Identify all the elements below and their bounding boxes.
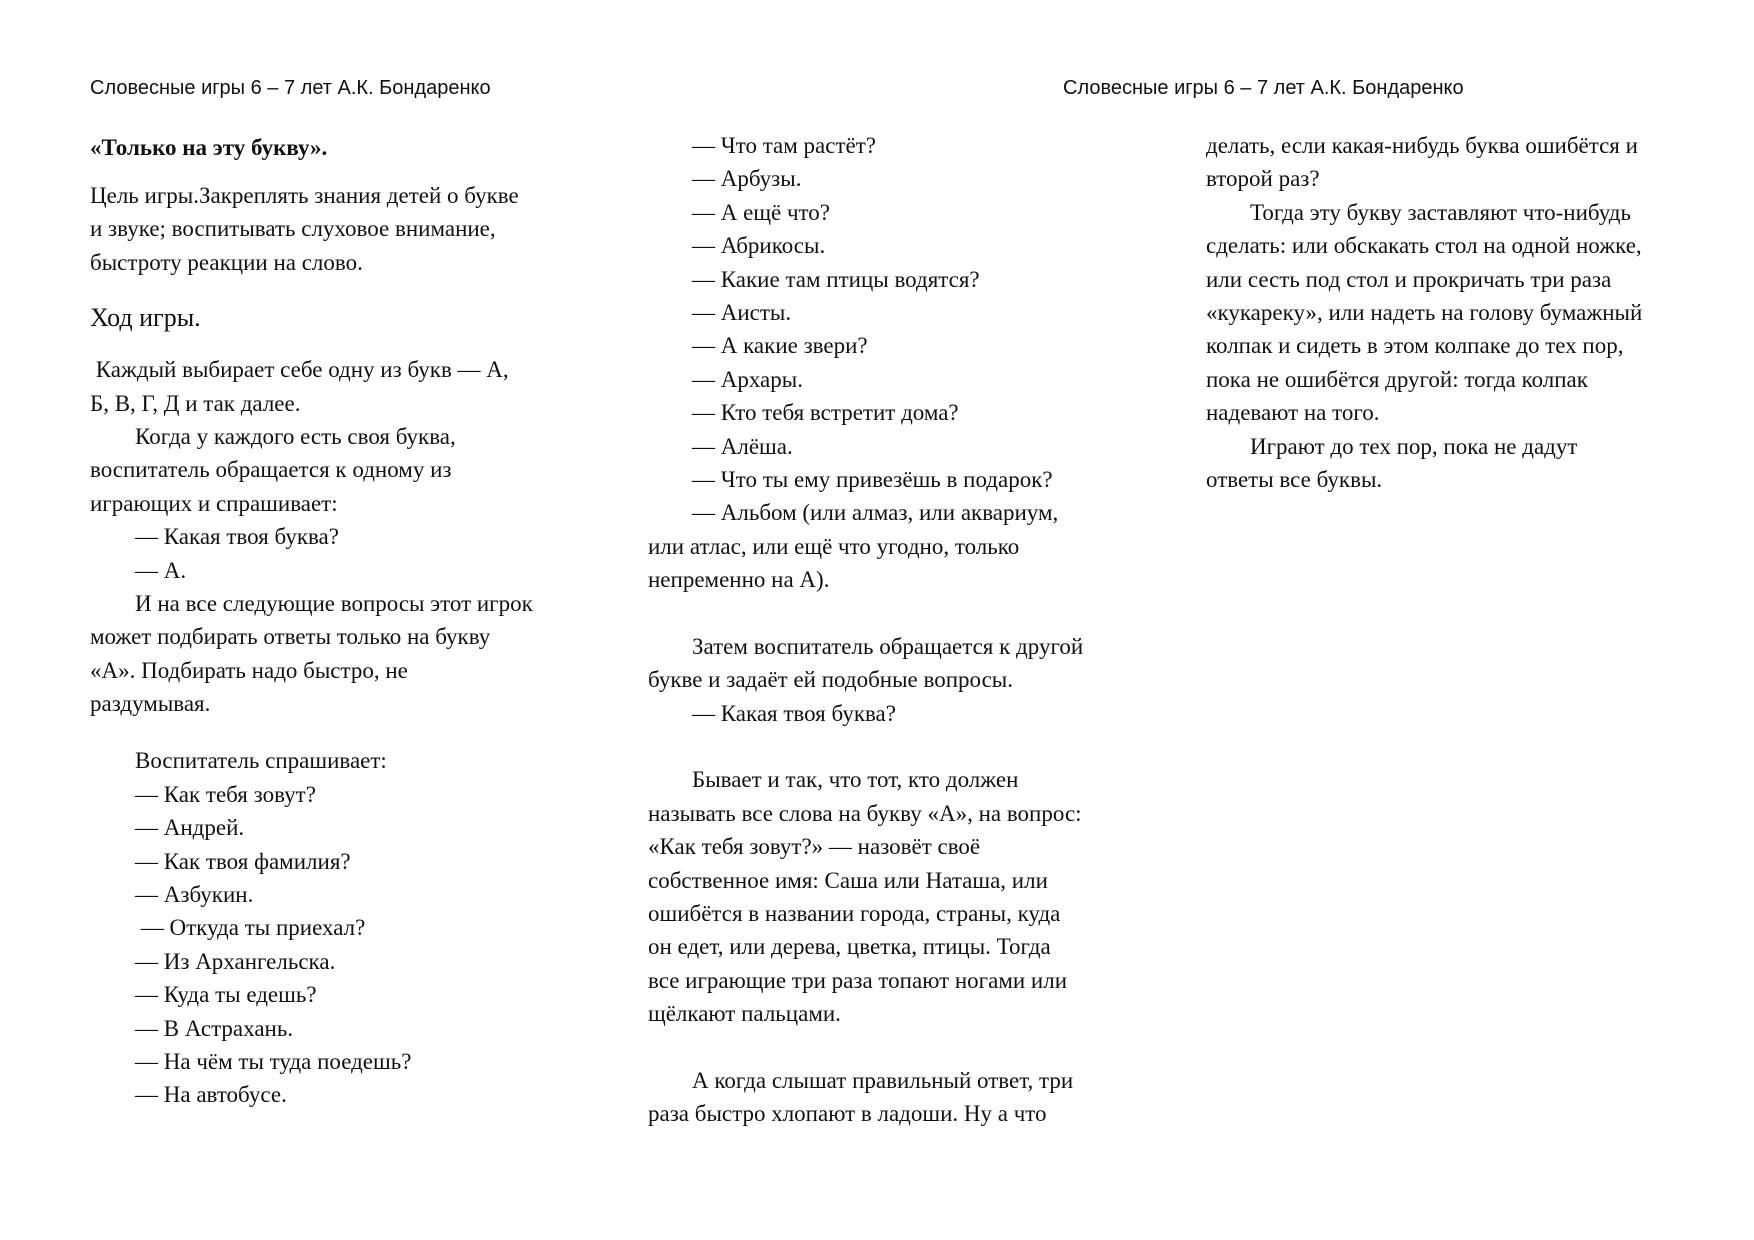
dialogue-line: Воспитатель спрашивает: bbox=[135, 748, 387, 774]
text-line: раза быстро хлопают в ладоши. Ну а что bbox=[648, 1101, 1047, 1127]
dialogue-line: — Из Архангельска. bbox=[135, 948, 336, 974]
text-line: — Алёша. bbox=[692, 433, 793, 459]
text-line: — Что там растёт? bbox=[692, 133, 876, 158]
text-line: — Какая твоя буква? bbox=[135, 524, 339, 550]
goal-line: Цель игры.Закреплять знания детей о букве bbox=[90, 183, 519, 208]
text-line: Бывает и так, что тот, кто должен bbox=[692, 767, 1019, 793]
text-line: Затем воспитатель обращается к другой bbox=[692, 633, 1084, 659]
game-title: «Только на эту букву». bbox=[90, 135, 328, 160]
dialogue-line: — Как тебя зовут? bbox=[135, 781, 316, 807]
section-heading: Ход игры. bbox=[90, 303, 201, 333]
text-line: он едет, или дерева, цветка, птицы. Тогда bbox=[648, 934, 1051, 960]
text-line: ошибётся в названии города, страны, куда bbox=[648, 900, 1061, 926]
text-line: все играющие три раза топают ногами или bbox=[648, 967, 1068, 993]
text-line: делать, если какая-нибудь буква ошибётся и bbox=[1206, 133, 1638, 158]
text-line: — А какие звери? bbox=[692, 333, 868, 359]
text-line: А когда слышат правильный ответ, три bbox=[692, 1067, 1074, 1093]
text-line: — Кто тебя встретит дома? bbox=[692, 400, 959, 426]
text-line: Играют до тех пор, пока не дадут bbox=[1250, 433, 1578, 459]
text-line: — Абрикосы. bbox=[692, 233, 826, 259]
text-line: — Что ты ему привезёшь в подарок? bbox=[692, 466, 1053, 492]
page-header-left: Словесные игры 6 – 7 лет А.К. Бондаренко bbox=[90, 77, 491, 99]
dialogue-line: — Азбукин. bbox=[135, 882, 254, 908]
text-column-1 bbox=[90, 131, 533, 1112]
text-line: непременно на А). bbox=[648, 567, 830, 593]
text-line: букве и задаёт ей подобные вопросы. bbox=[648, 667, 1013, 693]
dialogue-line: — Андрей. bbox=[135, 815, 245, 841]
text-column-3 bbox=[1206, 129, 1642, 496]
text-line: — Альбом (или алмаз, или аквариум, bbox=[692, 500, 1059, 526]
page-header-right: Словесные игры 6 – 7 лет А.К. Бондаренко bbox=[1063, 77, 1464, 99]
text-line: играющих и спрашивает: bbox=[90, 490, 338, 516]
text-line: щёлкают пальцами. bbox=[648, 1001, 841, 1027]
text-line: Когда у каждого есть своя буква, bbox=[135, 423, 456, 449]
text-line: пока не ошибётся другой: тогда колпак bbox=[1206, 366, 1588, 392]
text-line: воспитатель обращается к одному из bbox=[90, 457, 452, 483]
goal-line: быстроту реакции на слово. bbox=[90, 249, 363, 275]
goal-line: и звуке; воспитывать слуховое внимание, bbox=[90, 216, 496, 242]
text-line: сделать: или обскакать стол на одной ножке, bbox=[1206, 233, 1642, 259]
text-line: называть все слова на букву «А», на вопрос: bbox=[648, 800, 1082, 826]
text-line: «кукареку», или надеть на голову бумажный bbox=[1206, 299, 1643, 325]
text-line: или атлас, или ещё что угодно, только bbox=[648, 533, 1020, 559]
text-line: может подбирать ответы только на букву bbox=[90, 624, 491, 650]
text-line: Б, В, Г, Д и так далее. bbox=[90, 390, 301, 416]
text-line: — Архары. bbox=[692, 366, 803, 392]
dialogue-line: — Как твоя фамилия? bbox=[135, 848, 351, 874]
text-line: — Арбузы. bbox=[692, 166, 802, 192]
text-line: И на все следующие вопросы этот игрок bbox=[135, 590, 533, 616]
text-line: Каждый выбирает себе одну из букв — А, bbox=[90, 357, 509, 383]
text-line: — Аисты. bbox=[692, 299, 792, 325]
dialogue-line: — На чём ты туда поедешь? bbox=[135, 1048, 412, 1074]
text-line: — Какие там птицы водятся? bbox=[692, 266, 980, 292]
text-line: — Какая твоя буква? bbox=[692, 700, 896, 726]
text-column-2 bbox=[648, 129, 1083, 1131]
text-line: «Как тебя зовут?» — назовёт своё bbox=[648, 834, 981, 860]
text-line: собственное имя: Саша или Наташа, или bbox=[648, 867, 1048, 893]
dialogue-line: — Куда ты едешь? bbox=[135, 982, 317, 1008]
text-line: или сесть под стол и прокричать три раза bbox=[1206, 266, 1612, 292]
text-line: Тогда эту букву заставляют что-нибудь bbox=[1250, 199, 1631, 225]
dialogue-line: — На автобусе. bbox=[135, 1082, 287, 1108]
text-line: «А». Подбирать надо быстро, не bbox=[90, 657, 408, 683]
text-line: надевают на того. bbox=[1206, 400, 1380, 426]
text-line: раздумывая. bbox=[90, 691, 211, 717]
text-line: колпак и сидеть в этом колпаке до тех пор, bbox=[1206, 333, 1624, 359]
text-line: — А. bbox=[135, 557, 187, 583]
text-line: ответы все буквы. bbox=[1206, 466, 1383, 492]
dialogue-line: — Откуда ты приехал? bbox=[135, 915, 366, 941]
dialogue-line: — В Астрахань. bbox=[135, 1015, 294, 1041]
text-line: — А ещё что? bbox=[692, 199, 831, 225]
text-line: второй раз? bbox=[1206, 166, 1320, 192]
